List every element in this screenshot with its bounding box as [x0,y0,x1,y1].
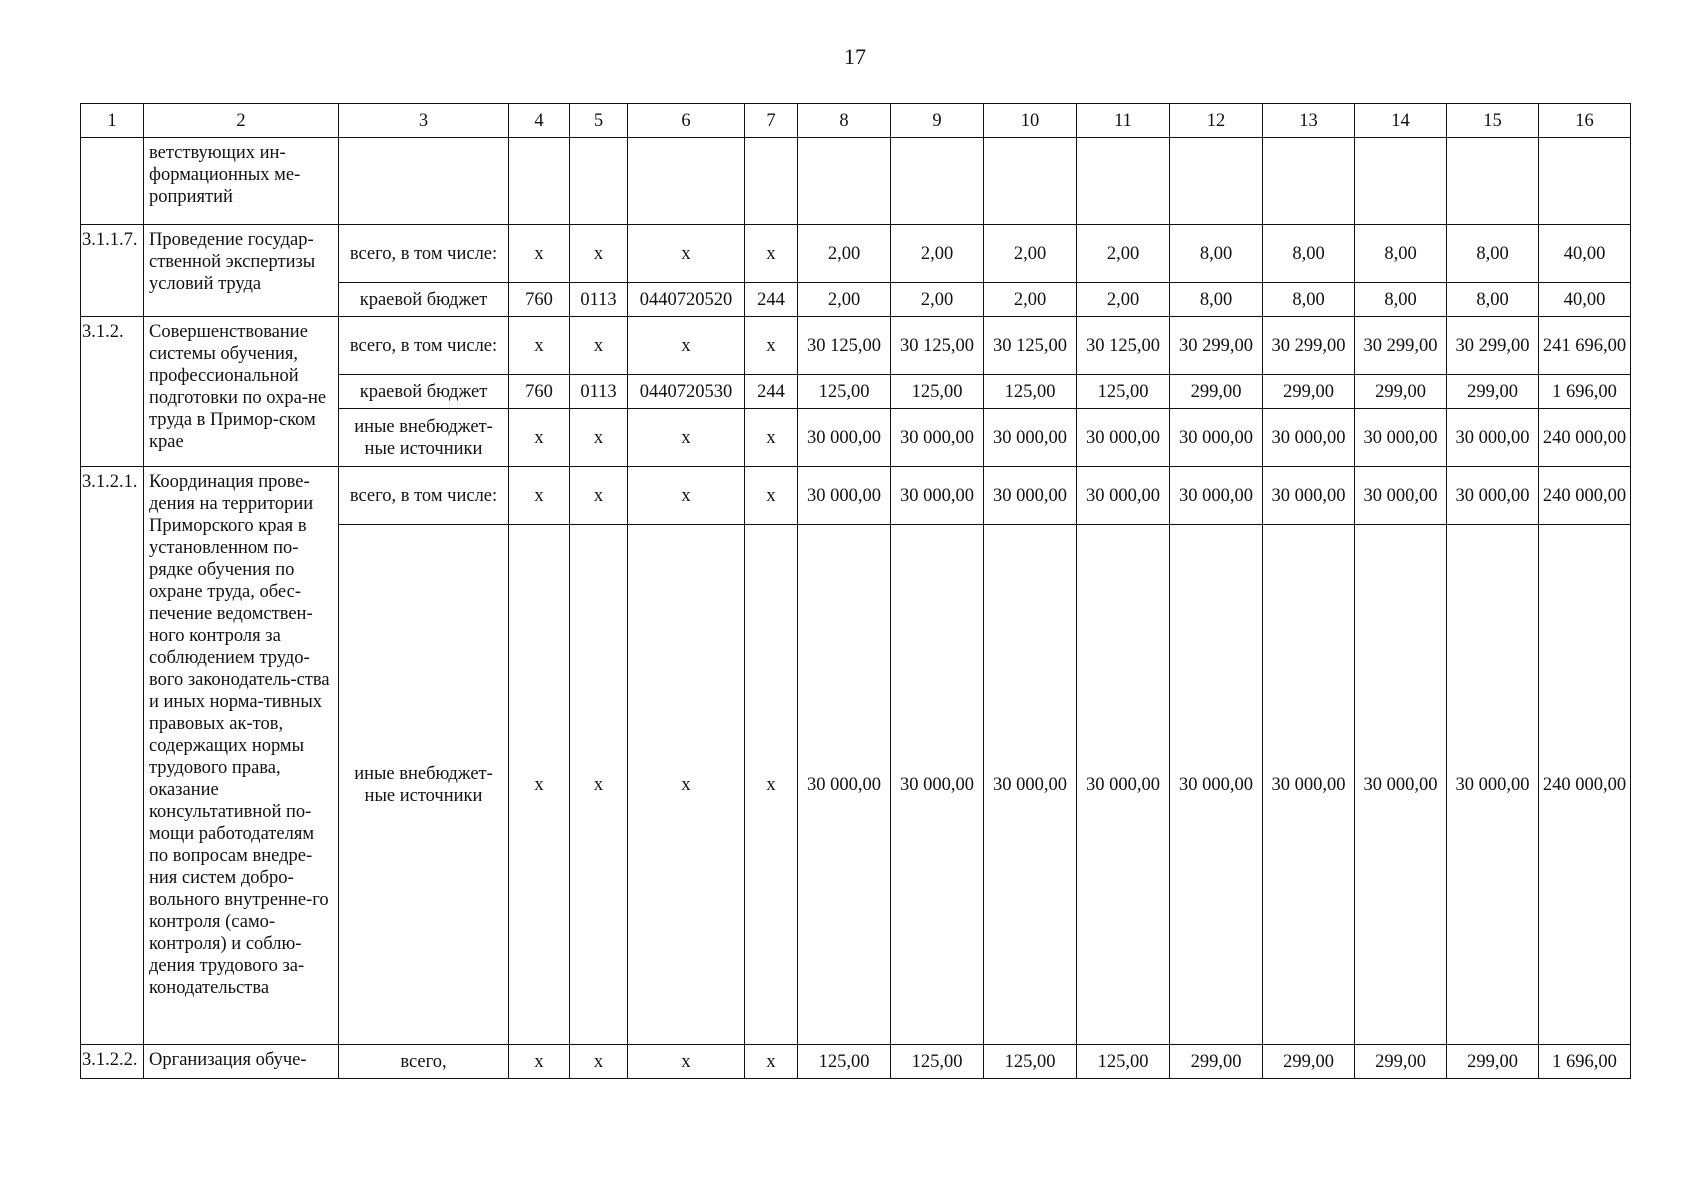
table-cell [339,138,509,225]
column-header: 3 [339,104,509,138]
value-cell: 2,00 [798,283,891,317]
column-header: 16 [1539,104,1631,138]
funding-source: иные внебюджет-ные источники [339,409,509,467]
table-cell: 244 [745,375,798,409]
column-header: 10 [984,104,1077,138]
table-cell: x [628,525,745,1045]
table-cell: 0113 [570,375,628,409]
column-header: 9 [891,104,984,138]
table-cell: x [570,1045,628,1079]
table-cell: x [509,1045,570,1079]
table-cell [1263,138,1355,225]
value-cell: 240 000,00 [1539,409,1631,467]
value-cell: 8,00 [1170,283,1263,317]
value-cell: 30 000,00 [891,467,984,525]
table-cell [745,138,798,225]
table-cell: x [628,225,745,283]
value-cell: 30 000,00 [984,525,1077,1045]
value-cell: 299,00 [1355,1045,1447,1079]
column-header: 11 [1077,104,1170,138]
column-header: 7 [745,104,798,138]
table-cell [984,138,1077,225]
funding-source: краевой бюджет [339,283,509,317]
table-cell [1170,138,1263,225]
item-code: 3.1.1.7. [81,225,144,317]
table-cell [1077,138,1170,225]
value-cell: 30 299,00 [1355,317,1447,375]
value-cell: 299,00 [1447,375,1539,409]
table-cell: x [570,225,628,283]
table-cell [798,138,891,225]
value-cell: 125,00 [984,1045,1077,1079]
table-cell: x [509,225,570,283]
value-cell: 125,00 [891,375,984,409]
value-cell: 30 125,00 [984,317,1077,375]
value-cell: 30 000,00 [1447,525,1539,1045]
item-name: Совершенствование системы обучения, профессиональной подготовки по охра-не труда в Примор-ском крае [144,317,339,467]
table-cell [570,138,628,225]
item-code: 3.1.2.2. [81,1045,144,1079]
item-code: 3.1.2. [81,317,144,467]
table-cell: x [745,225,798,283]
column-header: 15 [1447,104,1539,138]
table-cell: x [745,525,798,1045]
table-cell: x [509,525,570,1045]
column-header: 12 [1170,104,1263,138]
value-cell: 2,00 [984,225,1077,283]
value-cell: 299,00 [1170,375,1263,409]
value-cell: 30 000,00 [1170,467,1263,525]
value-cell: 8,00 [1263,225,1355,283]
value-cell: 30 000,00 [1077,409,1170,467]
table-cell: 244 [745,283,798,317]
value-cell: 8,00 [1355,225,1447,283]
table-cell: x [628,467,745,525]
table-cell: x [745,1045,798,1079]
table-cell: 0113 [570,283,628,317]
value-cell: 30 000,00 [1447,467,1539,525]
table-cell: 760 [509,375,570,409]
value-cell: 30 000,00 [798,409,891,467]
value-cell: 30 299,00 [1263,317,1355,375]
value-cell: 30 000,00 [1263,467,1355,525]
item-name: Координация прове-дения на территории Приморского края в установленном по-рядке обучения по охране труда, обес-печение ведомствен-ного контроля за соблюдением трудо-вого законодатель-ства и иных норма-тивных правовых ак-тов, содержащих нормы трудового права, оказание консультативной по-мощи работодателям по вопросам внедре-ния систем добро-вольного внутренне-го контроля (само-контроля) и соблю-дения трудового за-конодательства [144,467,339,1045]
value-cell: 40,00 [1539,283,1631,317]
item-code [81,138,144,225]
column-header: 4 [509,104,570,138]
table-cell [1355,138,1447,225]
column-header: 2 [144,104,339,138]
table-cell: x [509,467,570,525]
page-number: 17 [844,44,866,69]
table-row [81,1045,1631,1079]
table-cell: x [509,317,570,375]
table-row [81,225,1631,283]
funding-source: всего, в том числе: [339,317,509,375]
funding-source: всего, в том числе: [339,225,509,283]
table-row [81,467,1631,525]
value-cell: 241 696,00 [1539,317,1631,375]
table-cell: 0440720530 [628,375,745,409]
table-cell [509,138,570,225]
value-cell: 240 000,00 [1539,467,1631,525]
item-code: 3.1.2.1. [81,467,144,1045]
table-cell [1447,138,1539,225]
funding-source: иные внебюджет-ные источники [339,525,509,1045]
value-cell: 299,00 [1170,1045,1263,1079]
value-cell: 299,00 [1263,1045,1355,1079]
value-cell: 30 000,00 [1263,525,1355,1045]
table-cell: x [628,409,745,467]
value-cell: 30 000,00 [891,409,984,467]
funding-source: всего, [339,1045,509,1079]
table-cell: x [745,317,798,375]
value-cell: 30 000,00 [1170,409,1263,467]
budget-table [80,103,1631,1079]
value-cell: 2,00 [984,283,1077,317]
value-cell: 8,00 [1170,225,1263,283]
table-cell: 0440720520 [628,283,745,317]
table-cell [628,138,745,225]
table-cell [1539,138,1631,225]
column-header: 6 [628,104,745,138]
table-cell: x [570,317,628,375]
value-cell: 125,00 [1077,1045,1170,1079]
value-cell: 30 125,00 [798,317,891,375]
column-header: 13 [1263,104,1355,138]
value-cell: 30 000,00 [984,409,1077,467]
value-cell: 2,00 [1077,225,1170,283]
value-cell: 30 000,00 [1263,409,1355,467]
value-cell: 125,00 [798,1045,891,1079]
value-cell: 299,00 [1355,375,1447,409]
table-cell [891,138,984,225]
table-cell: x [570,409,628,467]
value-cell: 40,00 [1539,225,1631,283]
table-cell: 760 [509,283,570,317]
column-header: 14 [1355,104,1447,138]
table-cell: x [745,409,798,467]
value-cell: 30 000,00 [1447,409,1539,467]
value-cell: 8,00 [1355,283,1447,317]
table-cell: x [570,525,628,1045]
value-cell: 2,00 [891,225,984,283]
value-cell: 2,00 [798,225,891,283]
table-cell: x [509,409,570,467]
table-cell: x [570,467,628,525]
table-cell: x [628,317,745,375]
item-name: Проведение государ-ственной экспертизы условий труда [144,225,339,317]
item-name: Организация обуче- [144,1045,339,1079]
value-cell: 30 000,00 [798,467,891,525]
column-header: 8 [798,104,891,138]
value-cell: 125,00 [984,375,1077,409]
item-name: ветствующих ин-формационных ме-роприятий [144,138,339,225]
column-number-row [81,104,1631,138]
value-cell: 8,00 [1263,283,1355,317]
value-cell: 125,00 [891,1045,984,1079]
value-cell: 299,00 [1263,375,1355,409]
value-cell: 30 299,00 [1170,317,1263,375]
funding-source: всего, в том числе: [339,467,509,525]
table-cell: x [628,1045,745,1079]
column-header: 1 [81,104,144,138]
column-header: 5 [570,104,628,138]
value-cell: 8,00 [1447,225,1539,283]
value-cell: 2,00 [1077,283,1170,317]
value-cell: 30 000,00 [1077,525,1170,1045]
table-row [81,317,1631,375]
value-cell: 2,00 [891,283,984,317]
value-cell: 30 000,00 [984,467,1077,525]
value-cell: 30 000,00 [1355,467,1447,525]
value-cell: 1 696,00 [1539,1045,1631,1079]
table-row [81,138,1631,225]
funding-source: краевой бюджет [339,375,509,409]
table-cell: x [745,467,798,525]
value-cell: 30 000,00 [1170,525,1263,1045]
value-cell: 30 299,00 [1447,317,1539,375]
value-cell: 30 000,00 [1355,409,1447,467]
value-cell: 1 696,00 [1539,375,1631,409]
value-cell: 30 000,00 [1077,467,1170,525]
value-cell: 125,00 [1077,375,1170,409]
value-cell: 30 000,00 [1355,525,1447,1045]
value-cell: 8,00 [1447,283,1539,317]
value-cell: 299,00 [1447,1045,1539,1079]
value-cell: 30 000,00 [798,525,891,1045]
value-cell: 125,00 [798,375,891,409]
value-cell: 240 000,00 [1539,525,1631,1045]
value-cell: 30 125,00 [1077,317,1170,375]
value-cell: 30 000,00 [891,525,984,1045]
value-cell: 30 125,00 [891,317,984,375]
